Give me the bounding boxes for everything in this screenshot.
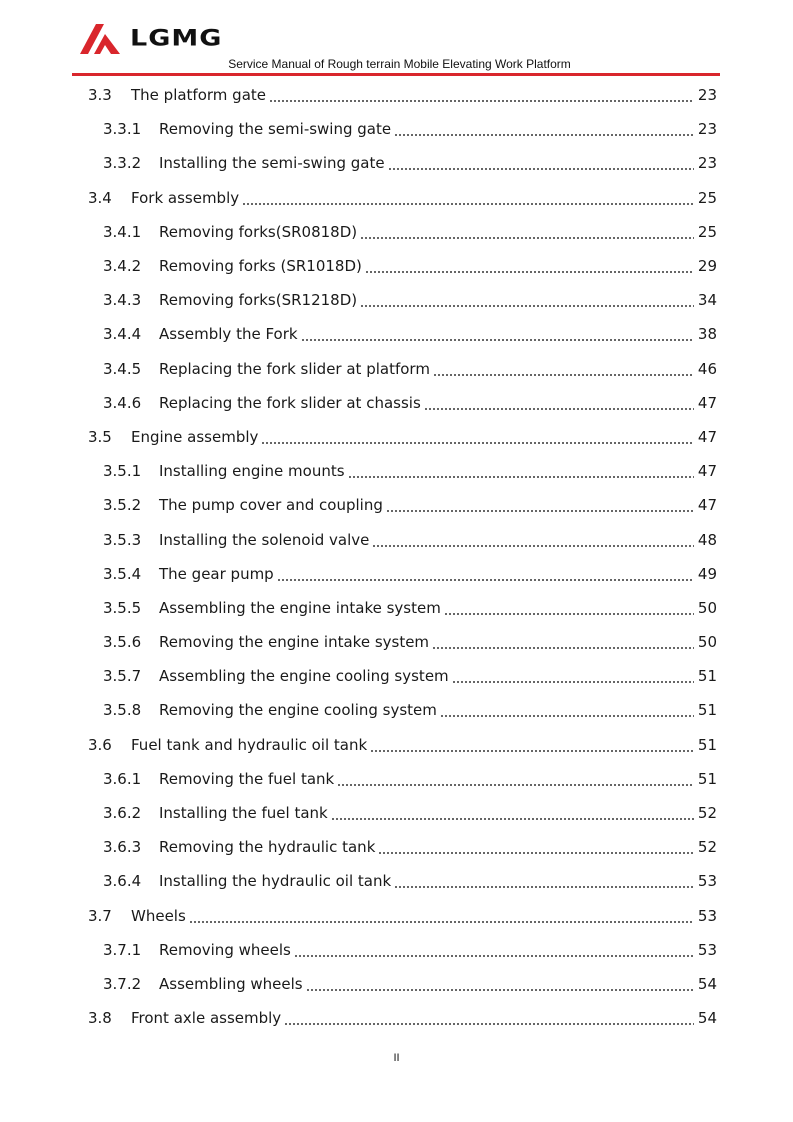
toc-section-number: 3.4.6 bbox=[103, 393, 142, 412]
page-number: II bbox=[393, 1052, 400, 1064]
toc-page-number: 48 bbox=[697, 530, 717, 549]
toc-title: Fuel tank and hydraulic oil tank bbox=[131, 735, 368, 754]
toc-leader-dots bbox=[386, 510, 694, 512]
toc-section-number: 3.5.6 bbox=[103, 633, 142, 652]
toc-title: Installing the semi-swing gate bbox=[159, 154, 385, 173]
toc-page-number: 47 bbox=[697, 427, 717, 446]
toc-entry[interactable] bbox=[88, 112, 717, 146]
toc-section-number: 3.6 bbox=[88, 735, 112, 754]
toc-section-number: 3.5 bbox=[88, 427, 112, 446]
toc-entry[interactable] bbox=[88, 693, 717, 727]
toc-entry[interactable] bbox=[88, 454, 717, 488]
toc-page-number: 23 bbox=[697, 86, 717, 105]
toc-page-number: 47 bbox=[697, 393, 717, 412]
toc-section-number: 3.3.1 bbox=[103, 120, 142, 139]
toc-title: Front axle assembly bbox=[131, 1009, 282, 1028]
toc-page-number: 49 bbox=[697, 564, 717, 583]
toc-page-number: 51 bbox=[697, 701, 717, 720]
toc-title: Removing the engine intake system bbox=[159, 633, 430, 652]
toc-leader-dots bbox=[294, 955, 694, 957]
toc-title: Assembling the engine cooling system bbox=[159, 667, 449, 686]
toc-page-number: 25 bbox=[697, 188, 717, 207]
toc-page-number: 53 bbox=[697, 872, 717, 891]
toc-title: Removing forks(SR1218D) bbox=[159, 291, 358, 310]
toc-page-number: 25 bbox=[697, 222, 717, 241]
toc-title: Engine assembly bbox=[131, 427, 259, 446]
toc-entry[interactable] bbox=[88, 249, 717, 283]
toc-section-number: 3.7 bbox=[88, 906, 112, 925]
toc-leader-dots bbox=[394, 886, 694, 888]
toc-leader-dots bbox=[306, 989, 694, 991]
toc-leader-dots bbox=[360, 305, 694, 307]
toc-title: Removing forks(SR0818D) bbox=[159, 222, 358, 241]
toc-title: The platform gate bbox=[131, 86, 266, 105]
toc-title: Removing forks (SR1018D) bbox=[159, 257, 362, 276]
toc-page-number: 38 bbox=[697, 325, 717, 344]
toc-section-number: 3.4.4 bbox=[103, 325, 142, 344]
brand-logo bbox=[78, 20, 222, 56]
toc-entry[interactable] bbox=[88, 830, 717, 864]
toc-entry[interactable] bbox=[88, 283, 717, 317]
toc-leader-dots bbox=[337, 784, 694, 786]
toc-page-number: 47 bbox=[697, 462, 717, 481]
lgmg-logo-icon bbox=[78, 21, 122, 55]
table-of-contents bbox=[88, 78, 717, 1035]
toc-section-number: 3.5.2 bbox=[103, 496, 142, 515]
toc-title: The pump cover and coupling bbox=[159, 496, 383, 515]
toc-leader-dots bbox=[452, 681, 694, 683]
toc-entry[interactable] bbox=[88, 762, 717, 796]
toc-page-number: 23 bbox=[697, 120, 717, 139]
toc-leader-dots bbox=[388, 168, 694, 170]
toc-title: Removing the hydraulic tank bbox=[159, 838, 376, 857]
toc-section-number: 3.4.5 bbox=[103, 359, 142, 378]
toc-page-number: 52 bbox=[697, 838, 717, 857]
toc-page-number: 53 bbox=[697, 940, 717, 959]
toc-leader-dots bbox=[269, 100, 694, 102]
toc-page-number: 51 bbox=[697, 735, 717, 754]
toc-section-number: 3.6.3 bbox=[103, 838, 142, 857]
toc-leader-dots bbox=[277, 579, 694, 581]
toc-page-number: 50 bbox=[697, 598, 717, 617]
toc-entry[interactable] bbox=[88, 967, 717, 1001]
toc-title: Removing the engine cooling system bbox=[159, 701, 437, 720]
toc-leader-dots bbox=[433, 374, 694, 376]
toc-entry[interactable] bbox=[88, 181, 717, 215]
toc-leader-dots bbox=[348, 476, 694, 478]
toc-title: Assembly the Fork bbox=[159, 325, 298, 344]
toc-entry[interactable] bbox=[88, 146, 717, 180]
toc-entry[interactable] bbox=[88, 659, 717, 693]
toc-leader-dots bbox=[242, 203, 694, 205]
toc-leader-dots bbox=[365, 271, 694, 273]
toc-section-number: 3.5.7 bbox=[103, 667, 142, 686]
toc-entry[interactable] bbox=[88, 386, 717, 420]
toc-page-number: 54 bbox=[697, 1009, 717, 1028]
toc-page-number: 51 bbox=[697, 667, 717, 686]
toc-leader-dots bbox=[378, 852, 694, 854]
toc-section-number: 3.6.2 bbox=[103, 804, 142, 823]
document-subtitle: Service Manual of Rough terrain Mobile Elevating Work Platform bbox=[228, 57, 571, 71]
toc-section-number: 3.6.4 bbox=[103, 872, 142, 891]
toc-page-number: 46 bbox=[697, 359, 717, 378]
toc-page-number: 53 bbox=[697, 906, 717, 925]
toc-section-number: 3.5.8 bbox=[103, 701, 142, 720]
toc-title: Removing wheels bbox=[159, 940, 291, 959]
toc-title: Installing the hydraulic oil tank bbox=[159, 872, 392, 891]
toc-entry[interactable] bbox=[88, 625, 717, 659]
toc-section-number: 3.6.1 bbox=[103, 769, 142, 788]
toc-title: Removing the semi-swing gate bbox=[159, 120, 392, 139]
toc-section-number: 3.5.1 bbox=[103, 462, 142, 481]
toc-entry[interactable] bbox=[88, 488, 717, 522]
toc-title: Installing the fuel tank bbox=[159, 804, 328, 823]
toc-leader-dots bbox=[424, 408, 694, 410]
toc-entry[interactable] bbox=[88, 864, 717, 898]
toc-leader-dots bbox=[284, 1023, 694, 1025]
toc-title: Installing engine mounts bbox=[159, 462, 345, 481]
toc-section-number: 3.3.2 bbox=[103, 154, 142, 173]
toc-leader-dots bbox=[394, 134, 694, 136]
toc-section-number: 3.4.2 bbox=[103, 257, 142, 276]
toc-section-number: 3.7.2 bbox=[103, 974, 142, 993]
toc-section-number: 3.4 bbox=[88, 188, 112, 207]
toc-page-number: 23 bbox=[697, 154, 717, 173]
toc-page-number: 52 bbox=[697, 804, 717, 823]
toc-section-number: 3.5.5 bbox=[103, 598, 142, 617]
toc-page-number: 51 bbox=[697, 769, 717, 788]
toc-title: Removing the fuel tank bbox=[159, 769, 335, 788]
toc-title: Installing the solenoid valve bbox=[159, 530, 370, 549]
toc-leader-dots bbox=[440, 715, 694, 717]
header-divider bbox=[72, 73, 720, 76]
toc-entry[interactable] bbox=[88, 557, 717, 591]
toc-section-number: 3.3 bbox=[88, 86, 112, 105]
toc-leader-dots bbox=[370, 750, 694, 752]
toc-leader-dots bbox=[432, 647, 694, 649]
toc-section-number: 3.4.1 bbox=[103, 222, 142, 241]
toc-section-number: 3.8 bbox=[88, 1009, 112, 1028]
toc-page-number: 50 bbox=[697, 633, 717, 652]
toc-page-number: 29 bbox=[697, 257, 717, 276]
toc-title: Replacing the fork slider at platform bbox=[159, 359, 430, 378]
toc-leader-dots bbox=[360, 237, 694, 239]
toc-section-number: 3.5.3 bbox=[103, 530, 142, 549]
toc-leader-dots bbox=[372, 545, 694, 547]
toc-entry[interactable] bbox=[88, 420, 717, 454]
toc-title: Fork assembly bbox=[131, 188, 240, 207]
toc-leader-dots bbox=[444, 613, 694, 615]
toc-section-number: 3.5.4 bbox=[103, 564, 142, 583]
toc-entry[interactable] bbox=[88, 591, 717, 625]
toc-leader-dots bbox=[261, 442, 694, 444]
toc-entry[interactable] bbox=[88, 352, 717, 386]
toc-entry[interactable] bbox=[88, 522, 717, 556]
toc-entry[interactable] bbox=[88, 215, 717, 249]
toc-page-number: 54 bbox=[697, 974, 717, 993]
toc-entry[interactable] bbox=[88, 933, 717, 967]
toc-entry[interactable] bbox=[88, 796, 717, 830]
toc-section-number: 3.7.1 bbox=[103, 940, 142, 959]
toc-title: Replacing the fork slider at chassis bbox=[159, 393, 421, 412]
toc-leader-dots bbox=[301, 339, 694, 341]
toc-title: Assembling wheels bbox=[159, 974, 303, 993]
toc-title: Assembling the engine intake system bbox=[159, 598, 441, 617]
toc-page-number: 34 bbox=[697, 291, 717, 310]
logo-text: LGMG bbox=[130, 25, 223, 51]
toc-leader-dots bbox=[189, 921, 694, 923]
toc-entry[interactable] bbox=[88, 1001, 717, 1035]
toc-leader-dots bbox=[331, 818, 694, 820]
toc-page-number: 47 bbox=[697, 496, 717, 515]
toc-entry[interactable] bbox=[88, 728, 717, 762]
toc-section-number: 3.4.3 bbox=[103, 291, 142, 310]
toc-title: The gear pump bbox=[159, 564, 274, 583]
toc-entry[interactable] bbox=[88, 899, 717, 933]
toc-entry[interactable] bbox=[88, 317, 717, 351]
toc-title: Wheels bbox=[131, 906, 186, 925]
toc-entry[interactable] bbox=[88, 78, 717, 112]
